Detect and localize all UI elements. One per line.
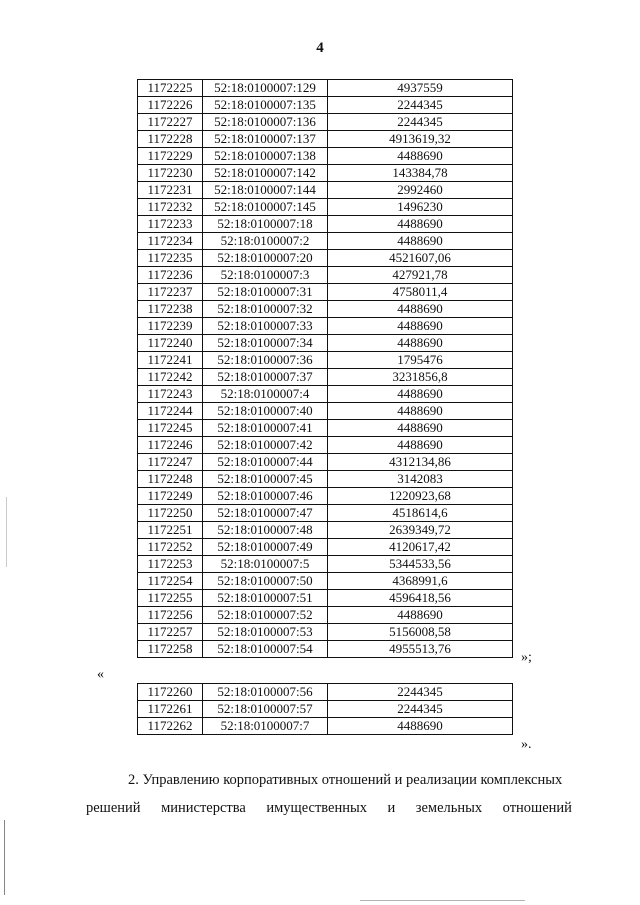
cadastral-number-cell: 52:18:0100007:49: [203, 539, 328, 556]
table-row: [138, 148, 513, 165]
paragraph-word: отношений: [502, 800, 572, 816]
value-cell: 2639349,72: [328, 522, 513, 539]
value-cell: 143384,78: [328, 165, 513, 182]
record-number-cell: 1172246: [138, 437, 203, 454]
table-row: [138, 335, 513, 352]
record-number-cell: 1172231: [138, 182, 203, 199]
table-row: [138, 701, 513, 718]
cadastral-number-cell: 52:18:0100007:44: [203, 454, 328, 471]
record-number-cell: 1172242: [138, 369, 203, 386]
table-row: [138, 454, 513, 471]
record-number-cell: 1172261: [138, 701, 203, 718]
value-cell: 1220923,68: [328, 488, 513, 505]
table-row: [138, 233, 513, 250]
table-row: [138, 437, 513, 454]
record-number-cell: 1172241: [138, 352, 203, 369]
table-row: [138, 386, 513, 403]
table-row: [138, 216, 513, 233]
record-number-cell: 1172232: [138, 199, 203, 216]
cadastral-number-cell: 52:18:0100007:138: [203, 148, 328, 165]
record-number-cell: 1172227: [138, 114, 203, 131]
cadastral-number-cell: 52:18:0100007:142: [203, 165, 328, 182]
record-number-cell: 1172249: [138, 488, 203, 505]
value-cell: 4488690: [328, 335, 513, 352]
record-number-cell: 1172225: [138, 80, 203, 97]
table-row: [138, 165, 513, 182]
record-number-cell: 1172250: [138, 505, 203, 522]
value-cell: 4488690: [328, 420, 513, 437]
cadastral-number-cell: 52:18:0100007:144: [203, 182, 328, 199]
record-number-cell: 1172262: [138, 718, 203, 735]
cadastral-number-cell: 52:18:0100007:50: [203, 573, 328, 590]
record-number-cell: 1172236: [138, 267, 203, 284]
value-cell: 4521607,06: [328, 250, 513, 267]
cadastral-number-cell: 52:18:0100007:129: [203, 80, 328, 97]
record-number-cell: 1172248: [138, 471, 203, 488]
cadastral-number-cell: 52:18:0100007:18: [203, 216, 328, 233]
table-row: [138, 80, 513, 97]
cadastral-number-cell: 52:18:0100007:36: [203, 352, 328, 369]
cadastral-number-cell: 52:18:0100007:47: [203, 505, 328, 522]
value-cell: 4488690: [328, 318, 513, 335]
table-row: [138, 607, 513, 624]
value-cell: 4488690: [328, 437, 513, 454]
table-body: [138, 80, 513, 658]
cadastral-number-cell: 52:18:0100007:34: [203, 335, 328, 352]
cadastral-number-cell: 52:18:0100007:145: [203, 199, 328, 216]
table-row: [138, 97, 513, 114]
table-row: [138, 505, 513, 522]
record-number-cell: 1172228: [138, 131, 203, 148]
record-number-cell: 1172253: [138, 556, 203, 573]
value-cell: 2244345: [328, 684, 513, 701]
table-body: [138, 684, 513, 735]
record-number-cell: 1172226: [138, 97, 203, 114]
cadastral-number-cell: 52:18:0100007:51: [203, 590, 328, 607]
cadastral-number-cell: 52:18:0100007:137: [203, 131, 328, 148]
record-number-cell: 1172239: [138, 318, 203, 335]
paragraph-word: имущественных: [266, 800, 367, 816]
table-row: [138, 420, 513, 437]
cadastral-number-cell: 52:18:0100007:3: [203, 267, 328, 284]
table-row: [138, 284, 513, 301]
record-number-cell: 1172255: [138, 590, 203, 607]
paragraph-word: и: [387, 800, 396, 816]
value-cell: 1795476: [328, 352, 513, 369]
value-cell: 2992460: [328, 182, 513, 199]
record-number-cell: 1172256: [138, 607, 203, 624]
table-row: [138, 301, 513, 318]
cadastral-number-cell: 52:18:0100007:53: [203, 624, 328, 641]
value-cell: 4488690: [328, 403, 513, 420]
cadastral-number-cell: 52:18:0100007:54: [203, 641, 328, 658]
scan-bottom-line: [360, 900, 525, 901]
cadastral-number-cell: 52:18:0100007:37: [203, 369, 328, 386]
scan-edge-mark: [4, 820, 5, 895]
record-number-cell: 1172240: [138, 335, 203, 352]
table-row: [138, 131, 513, 148]
table-row: [138, 267, 513, 284]
scan-edge-mark: [6, 497, 7, 567]
cadastral-number-cell: 52:18:0100007:31: [203, 284, 328, 301]
record-number-cell: 1172260: [138, 684, 203, 701]
cadastral-number-cell: 52:18:0100007:42: [203, 437, 328, 454]
value-cell: 4955513,76: [328, 641, 513, 658]
value-cell: 2244345: [328, 97, 513, 114]
value-cell: 4596418,56: [328, 590, 513, 607]
closing-quote: ».: [521, 737, 532, 752]
value-cell: 1496230: [328, 199, 513, 216]
table-row: [138, 590, 513, 607]
table-row: [138, 318, 513, 335]
record-number-cell: 1172234: [138, 233, 203, 250]
cadastral-value-table: [137, 79, 513, 658]
cadastral-number-cell: 52:18:0100007:135: [203, 97, 328, 114]
value-cell: 4758011,4: [328, 284, 513, 301]
paragraph-word: решений: [86, 800, 141, 816]
table-row: [138, 471, 513, 488]
table-row: [138, 352, 513, 369]
table-row: [138, 522, 513, 539]
record-number-cell: 1172230: [138, 165, 203, 182]
value-cell: 4488690: [328, 386, 513, 403]
table-row: [138, 718, 513, 735]
table-row: [138, 199, 513, 216]
record-number-cell: 1172257: [138, 624, 203, 641]
record-number-cell: 1172244: [138, 403, 203, 420]
cadastral-number-cell: 52:18:0100007:5: [203, 556, 328, 573]
table-row: [138, 684, 513, 701]
cadastral-number-cell: 52:18:0100007:20: [203, 250, 328, 267]
record-number-cell: 1172252: [138, 539, 203, 556]
value-cell: 4368991,6: [328, 573, 513, 590]
value-cell: 427921,78: [328, 267, 513, 284]
paragraph-word: земельных: [415, 800, 483, 816]
value-cell: 4937559: [328, 80, 513, 97]
value-cell: 2244345: [328, 701, 513, 718]
value-cell: 3231856,8: [328, 369, 513, 386]
record-number-cell: 1172237: [138, 284, 203, 301]
closing-quote: »;: [521, 650, 532, 665]
table-row: [138, 403, 513, 420]
table-row: [138, 556, 513, 573]
value-cell: 4518614,6: [328, 505, 513, 522]
value-cell: 4120617,42: [328, 539, 513, 556]
record-number-cell: 1172258: [138, 641, 203, 658]
record-number-cell: 1172247: [138, 454, 203, 471]
value-cell: 4488690: [328, 148, 513, 165]
table-row: [138, 624, 513, 641]
cadastral-number-cell: 52:18:0100007:41: [203, 420, 328, 437]
cadastral-number-cell: 52:18:0100007:33: [203, 318, 328, 335]
table-row: [138, 369, 513, 386]
value-cell: 3142083: [328, 471, 513, 488]
cadastral-number-cell: 52:18:0100007:2: [203, 233, 328, 250]
cadastral-number-cell: 52:18:0100007:136: [203, 114, 328, 131]
value-cell: 5344533,56: [328, 556, 513, 573]
paragraph-line-1: 2. Управлению корпоративных отношений и реализации комплексных: [128, 772, 563, 788]
record-number-cell: 1172229: [138, 148, 203, 165]
cadastral-number-cell: 52:18:0100007:45: [203, 471, 328, 488]
cadastral-number-cell: 52:18:0100007:7: [203, 718, 328, 735]
cadastral-number-cell: 52:18:0100007:46: [203, 488, 328, 505]
cadastral-number-cell: 52:18:0100007:4: [203, 386, 328, 403]
table-row: [138, 641, 513, 658]
value-cell: 4488690: [328, 301, 513, 318]
cadastral-number-cell: 52:18:0100007:56: [203, 684, 328, 701]
cadastral-number-cell: 52:18:0100007:48: [203, 522, 328, 539]
value-cell: 4913619,32: [328, 131, 513, 148]
cadastral-number-cell: 52:18:0100007:32: [203, 301, 328, 318]
table-row: [138, 488, 513, 505]
table-row: [138, 539, 513, 556]
cadastral-number-cell: 52:18:0100007:57: [203, 701, 328, 718]
record-number-cell: 1172243: [138, 386, 203, 403]
table-row: [138, 573, 513, 590]
value-cell: 2244345: [328, 114, 513, 131]
table-row: [138, 250, 513, 267]
value-cell: 4488690: [328, 233, 513, 250]
record-number-cell: 1172251: [138, 522, 203, 539]
cadastral-value-table-additional: [137, 683, 513, 735]
value-cell: 4312134,86: [328, 454, 513, 471]
cadastral-number-cell: 52:18:0100007:40: [203, 403, 328, 420]
value-cell: 4488690: [328, 607, 513, 624]
page-number: 4: [316, 40, 324, 56]
table-row: [138, 182, 513, 199]
cadastral-number-cell: 52:18:0100007:52: [203, 607, 328, 624]
value-cell: 5156008,58: [328, 624, 513, 641]
table-row: [138, 114, 513, 131]
record-number-cell: 1172235: [138, 250, 203, 267]
record-number-cell: 1172233: [138, 216, 203, 233]
opening-quote: «: [97, 667, 104, 682]
value-cell: 4488690: [328, 718, 513, 735]
value-cell: 4488690: [328, 216, 513, 233]
paragraph-word: министерства: [161, 800, 246, 816]
record-number-cell: 1172254: [138, 573, 203, 590]
record-number-cell: 1172238: [138, 301, 203, 318]
paragraph-line-2: [86, 798, 572, 818]
record-number-cell: 1172245: [138, 420, 203, 437]
